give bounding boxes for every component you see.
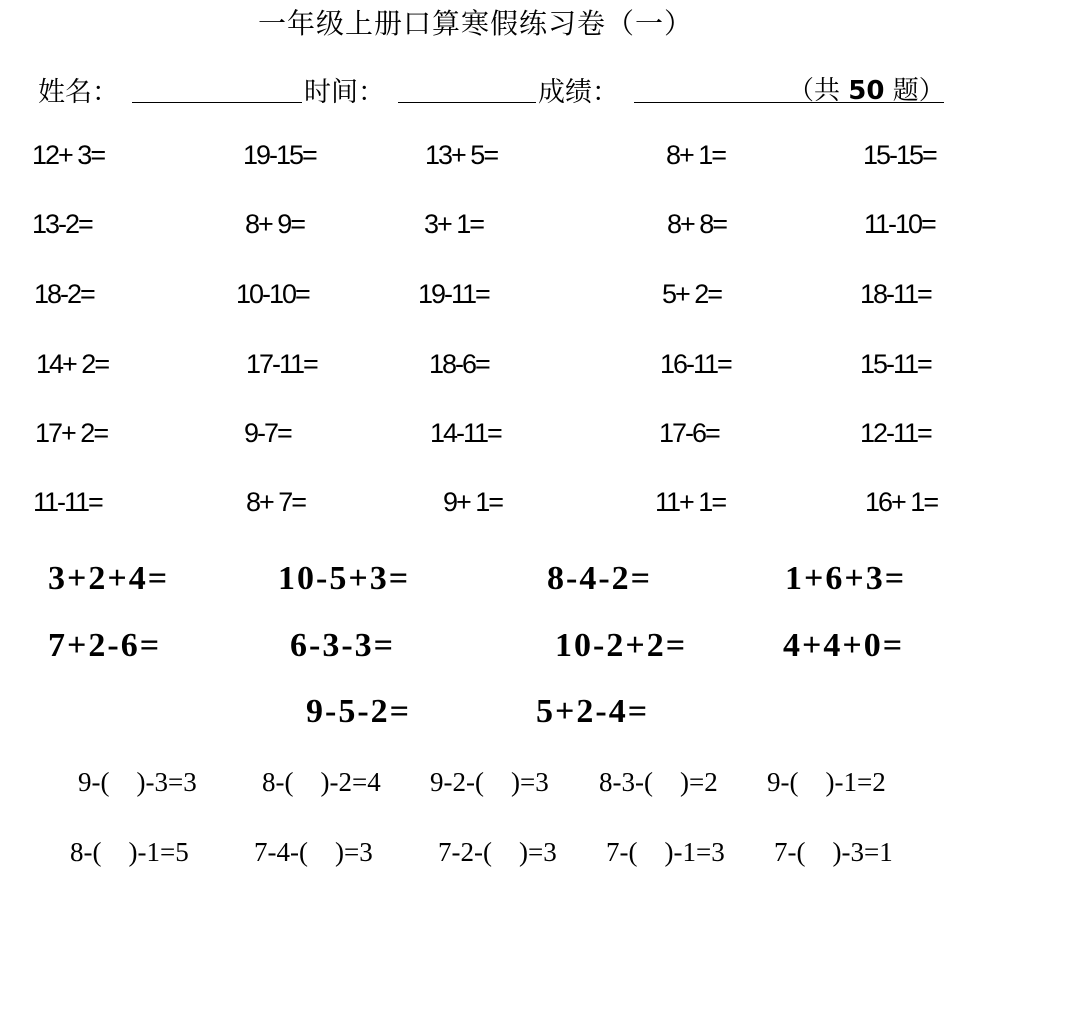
problem: 18-6= [429, 349, 489, 379]
time-label: 时间： [304, 77, 385, 108]
problem: 16+ 1= [865, 487, 938, 517]
mixed-problem: 10-2+2= [555, 627, 688, 664]
total-questions: （共 50 题） [788, 76, 945, 106]
mixed-problem: 5+2-4= [536, 693, 650, 730]
mixed-problem: 1+6+3= [785, 560, 907, 597]
problem: 15-15= [863, 140, 936, 170]
fill-blank-problem: 9-2-( )=3 [430, 767, 549, 797]
problem: 11-11= [33, 487, 102, 517]
problem: 9+ 1= [443, 487, 503, 517]
problem: 17+ 2= [35, 418, 108, 448]
problem: 17-11= [246, 349, 317, 379]
problem: 12-11= [860, 418, 931, 448]
fill-blank-problem: 7-2-( )=3 [438, 837, 557, 867]
problem: 10-10= [236, 279, 309, 309]
fill-blank-problem: 7-( )-1=3 [606, 837, 725, 867]
problem: 15-11= [860, 349, 931, 379]
problem: 8+ 7= [246, 487, 306, 517]
fill-blank-problem: 8-( )-1=5 [70, 837, 189, 867]
problem: 8+ 1= [666, 140, 726, 170]
problem: 11+ 1= [655, 487, 726, 517]
problem: 14-11= [430, 418, 501, 448]
problem: 19-15= [243, 140, 316, 170]
worksheet-title: 一年级上册口算寒假练习卷（一） [258, 7, 694, 40]
problem: 3+ 1= [424, 209, 484, 239]
problem: 17-6= [659, 418, 719, 448]
mixed-problem: 10-5+3= [278, 560, 411, 597]
problem: 9-7= [244, 418, 291, 448]
problem: 5+ 2= [662, 279, 722, 309]
name-label: 姓名： [38, 77, 119, 108]
name-blank-line [132, 102, 302, 103]
problem: 19-11= [418, 279, 489, 309]
problem: 13-2= [32, 209, 92, 239]
problem: 13+ 5= [425, 140, 498, 170]
fill-blank-problem: 9-( )-1=2 [767, 767, 886, 797]
fill-blank-problem: 9-( )-3=3 [78, 767, 197, 797]
problem: 8+ 9= [245, 209, 305, 239]
fill-blank-problem: 8-( )-2=4 [262, 767, 381, 797]
fill-blank-problem: 7-4-( )=3 [254, 837, 373, 867]
fill-blank-problem: 7-( )-3=1 [774, 837, 893, 867]
time-blank-line [398, 102, 536, 103]
mixed-problem: 7+2-6= [48, 627, 162, 664]
mixed-problem: 4+4+0= [783, 627, 905, 664]
mixed-problem: 8-4-2= [547, 560, 653, 597]
problem: 11-10= [864, 209, 935, 239]
problem: 14+ 2= [36, 349, 109, 379]
problem: 18-11= [860, 279, 931, 309]
mixed-problem: 6-3-3= [290, 627, 396, 664]
problem: 16-11= [660, 349, 731, 379]
mixed-problem: 9-5-2= [306, 693, 412, 730]
problem: 18-2= [34, 279, 94, 309]
problem: 8+ 8= [667, 209, 727, 239]
fill-blank-problem: 8-3-( )=2 [599, 767, 718, 797]
problem: 12+ 3= [32, 140, 105, 170]
score-label: 成绩： [538, 77, 619, 108]
mixed-problem: 3+2+4= [48, 560, 170, 597]
